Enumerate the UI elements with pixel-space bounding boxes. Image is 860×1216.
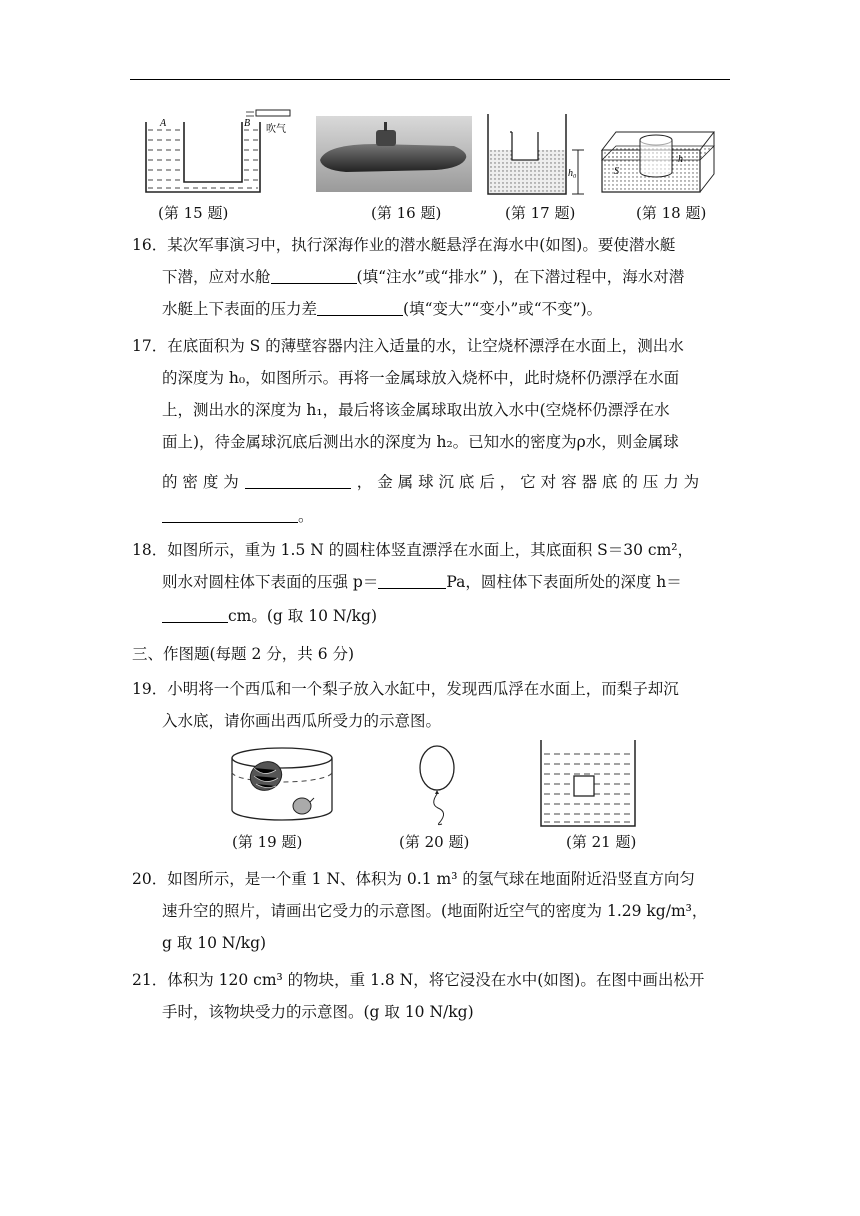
q18-line2-start: 则水对圆柱体下表面的压强 p＝: [162, 573, 379, 591]
q17-line5: [162, 466, 699, 498]
figure-17-beaker: [486, 114, 590, 196]
label-s: S: [614, 166, 619, 177]
q19-line1: 19．小明将一个西瓜和一个梨子放入水缸中，发现西瓜浮在水面上，而梨子却沉: [132, 680, 679, 698]
figure-20-balloon: [410, 744, 464, 828]
header-rule: [130, 79, 730, 80]
q16-line3-end: (填“变大”“变小”或“不变”)。: [403, 300, 603, 318]
depth-label-h0: h₀: [568, 168, 577, 179]
q16-line3-start: 水艇上下表面的压力差: [162, 300, 318, 318]
caption-15: (第 15 题): [158, 204, 229, 222]
caption-19: (第 19 题): [232, 833, 303, 851]
q16-line2-end: (填“注水”或“排水” )，在下潜过程中，海水对潜: [356, 268, 685, 286]
q20-line2: 速升空的照片，请画出它受力的示意图。(地面附近空气的密度为 1.29 kg/m³，: [162, 902, 708, 920]
caption-18: (第 18 题): [636, 204, 707, 222]
label-a: A: [160, 118, 167, 129]
figure-15-u-tube: [138, 108, 298, 196]
q18-blank-2[interactable]: [162, 606, 228, 623]
q17-blank-2[interactable]: [162, 506, 298, 523]
q20-line1: 20．如图所示，是一个重 1 N、体积为 0.1 m³ 的氢气球在地面附近沿竖直方向匀: [132, 870, 695, 888]
caption-21: (第 21 题): [566, 833, 637, 851]
q18-line3-end: cm。(g 取 10 N/kg): [228, 607, 377, 625]
figure-18-cylinder: [600, 124, 718, 196]
q16-blank-1[interactable]: [271, 267, 357, 284]
q17-line3: 上，测出水的深度为 h₁，最后将该金属球取出放入水中(空烧杯仍漂浮在水: [162, 401, 670, 419]
q17-line1: 17．在底面积为 S 的薄壁容器内注入适量的水，让空烧杯漂浮在水面上，测出水: [132, 337, 684, 355]
q20-line3: g 取 10 N/kg): [162, 934, 267, 952]
q21-line2: 手时，该物块受力的示意图。(g 取 10 N/kg): [162, 1003, 474, 1021]
q18-line1: 18．如图所示，重为 1.5 N 的圆柱体竖直漂浮在水面上，其底面积 S＝30 cm²，: [132, 541, 694, 559]
q18-line2-end: Pa，圆柱体下表面所处的深度 h＝: [446, 573, 682, 591]
figure-19-tank: [228, 744, 336, 824]
label-b: B: [244, 118, 251, 129]
q17-line6: [162, 500, 314, 532]
q16-line2-start: 下潜，应对水舱: [162, 268, 271, 286]
caption-16: (第 16 题): [371, 204, 442, 222]
q16-line3: [162, 293, 602, 325]
q17-line2: 的深度为 h₀，如图所示。再将一金属球放入烧杯中，此时烧杯仍漂浮在水面: [162, 369, 680, 387]
q18-blank-1[interactable]: [378, 572, 446, 589]
figure-21-block: [538, 740, 638, 828]
q17-line5-start: 的 密 度 为: [162, 473, 239, 491]
blow-label: 吹气: [266, 124, 286, 135]
q21-line1: 21．体积为 120 cm³ 的物块，重 1.8 N，将它浸没在水中(如图)。在图中画出松开: [132, 971, 705, 989]
section-3-title: 三、作图题(每题 2 分，共 6 分): [132, 645, 355, 663]
caption-17: (第 17 题): [505, 204, 576, 222]
caption-20: (第 20 题): [399, 833, 470, 851]
q17-line5-end: ， 金 属 球 沉 底 后 ， 它 对 容 器 底 的 压 力 为: [356, 473, 700, 491]
figure-16-submarine: [316, 116, 472, 192]
q17-blank-1[interactable]: [245, 472, 351, 489]
q17-line4: 面上)，待金属球沉底后测出水的深度为 h₂。已知水的密度为ρ水，则金属球: [162, 433, 679, 451]
q16-blank-2[interactable]: [317, 299, 403, 316]
q18-line2: [162, 566, 682, 598]
q18-line3: [162, 600, 377, 632]
q19-line2: 入水底，请你画出西瓜所受力的示意图。: [162, 712, 442, 730]
q16-line2: [162, 261, 684, 293]
label-h: h: [678, 154, 683, 165]
q17-line6-end: 。: [298, 507, 314, 525]
q16-line1: 16．某次军事演习中，执行深海作业的潜水艇悬浮在海水中(如图)。要使潜水艇: [132, 236, 676, 254]
